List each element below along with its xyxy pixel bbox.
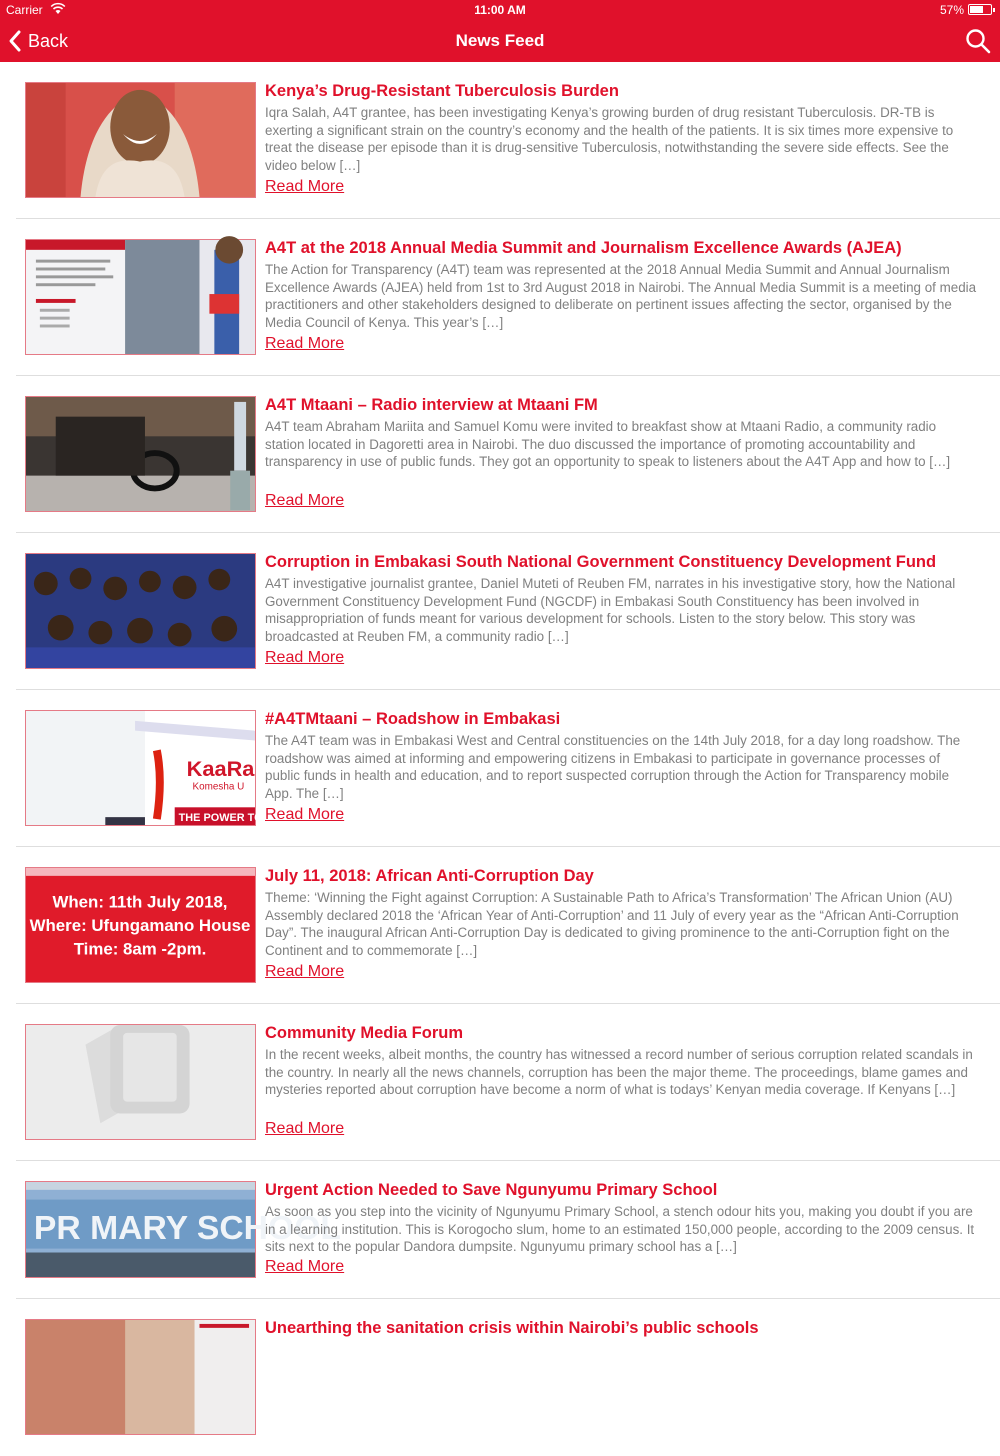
news-title[interactable]: Unearthing the sanitation crisis within Nairobi’s public schools [265,1319,759,1337]
news-item[interactable] [0,1299,1000,1456]
news-item[interactable] [0,847,1000,1004]
sanitation-photo [26,1320,255,1434]
news-thumbnail[interactable] [25,553,256,669]
read-more-link[interactable]: Read More [265,492,345,509]
news-title[interactable]: July 11, 2018: African Anti-Corruption Day [265,867,594,885]
news-title[interactable]: A4T at the 2018 Annual Media Summit and Journalism Excellence Awards (AJEA) [265,239,902,257]
news-thumbnail[interactable] [25,82,256,198]
news-thumbnail[interactable] [25,867,256,983]
school-sign-text: PR MARY SCHOOL [33,1209,342,1247]
page-title: News Feed [455,31,545,50]
news-thumbnail[interactable] [25,396,256,512]
status-bar [0,0,1000,20]
news-excerpt: A4T team Abraham Mariita and Samuel Komu were invited to breakfast show at Mtaani Radio, a community radio station located in Dagoretti area in Nairobi. The duo discussed the importance of promoting accountability and transparency in use of public funds. They got an opportunity to speak to listeners about the A4T App and how to […] [265,419,951,470]
carrier-label: Carrier [6,3,43,17]
news-item[interactable] [0,219,1000,376]
back-label: Back [28,30,69,51]
top-bar [0,0,1000,62]
news-excerpt: The A4T team was in Embakasi West and Central constituencies on the 14th July 2018, for a day long roadshow. The roadshow was aimed at informing and empowering citizens in Embakasi to participate in governance processes of public funds in health and education, and to report suspected corruption through the Action for Transparency mobile App. The […] [265,733,961,801]
news-item[interactable] [0,690,1000,847]
news-thumbnail[interactable] [25,710,263,826]
search-icon[interactable] [964,27,992,55]
news-excerpt: Theme: ‘Winning the Fight against Corruption: A Sustainable Path to Africa’s Transformation’ The African Union (AU) Assembly declared 2018 the ‘African Year of Anti-Corruption’ and 11 July of every year as the “African Anti-Corruption Day”. The inaugural African Anti-Corruption Day is dedicated to giving prominence to the anti-Corruption fight on the Continent and to commemorate […] [265,890,959,958]
news-title[interactable]: #A4TMtaani – Roadshow in Embakasi [265,710,561,728]
news-title[interactable]: Urgent Action Needed to Save Ngunyumu Primary School [265,1181,718,1199]
poster-when-text: When: 11th July 2018, [52,892,228,912]
battery-icon [968,4,992,15]
news-excerpt: As soon as you step into the vicinity of Ngunyumu Primary School, a stench odour hits you, making you doubt if you are in a learning institution. This is Korogocho slum, home to an estimated 150,000 people, according to the 2009 census. It sits next to the popular Dandora dumpsite. Ngunyumu primary school has a […] [265,1204,975,1255]
news-title[interactable]: Kenya’s Drug-Resistant Tuberculosis Burden [265,82,619,100]
battery-percent: 57% [939,3,964,17]
news-item[interactable] [0,1004,1000,1161]
news-excerpt: In the recent weeks, albeit months, the country has witnessed a record number of serious corruption related scandals in the country. In nearly all the news channels, corruption has been the major theme. The proceedings, blame games and mysteries reported about corruption have become a norm of what is todays’ Kenyan media coverage. If Kenyans […] [265,1047,973,1098]
news-item[interactable] [0,376,1000,533]
students-crowd-photo [26,554,255,668]
news-excerpt: Iqra Salah, A4T grantee, has been investigating Kenya’s growing burden of drug resistant Tuberculosis. DR-TB is exerting a significant strain on the country’s economy and the health of the patients. It is six times more expensive to treat the disease per episode than it is drug-sensitive Tuberculosis, notwithstanding the severe side effects. See the video below […] [265,105,954,173]
news-feed-list[interactable] [0,62,1000,1337]
news-thumbnail[interactable] [25,1319,256,1435]
news-thumbnail[interactable] [25,239,256,355]
news-title[interactable]: Corruption in Embakasi South National Government Constituency Development Fund [265,553,937,571]
event-poster [26,868,255,982]
status-time: 11:00 AM [474,3,526,17]
placeholder-phone-image [26,1025,255,1139]
news-item[interactable] [0,533,1000,690]
read-more-link[interactable]: Read More [265,1120,345,1137]
read-more-link[interactable]: Read More [265,1258,345,1275]
news-item[interactable] [0,1161,1000,1299]
news-excerpt: A4T investigative journalist grantee, Daniel Muteti of Reuben FM, narrates in his investigative story, how the National Government Constituency Development Fund (NGCDF) in Embakasi South Constituency has been involved in misappropriation of funds meant for various development for schools. Listen to the story below. This story was broadcasted at Reuben FM, a community radio […] [265,576,956,644]
banner-stand-photo [26,240,255,354]
read-more-link[interactable]: Read More [265,649,345,666]
read-more-link[interactable]: Read More [265,963,345,980]
roadshow-slogan-text: Komesha U [192,781,245,793]
read-more-link[interactable]: Read More [265,806,345,823]
news-title[interactable]: Community Media Forum [265,1024,464,1042]
radio-studio-photo [26,397,255,511]
news-item[interactable] [0,62,1000,219]
woman-headscarf-photo [26,83,255,197]
poster-time-text: Time: 8am -2pm. [73,939,207,959]
read-more-link[interactable]: Read More [265,178,345,195]
news-excerpt: The Action for Transparency (A4T) team was represented at the 2018 Annual Media Summit and Annual Journalism Excellence Awards (AJEA) held from 1st to 3rd August 2018 in Nairobi. The Annual Media Summit is a meeting of media practitioners and other stakeholders designed to deliberate on pertinent issues affecting the sector, organised by the Media Council of Kenya. This year’s […] [265,262,977,330]
roadshow-tagline-text: THE POWER TO [178,812,263,825]
news-thumbnail[interactable] [25,1024,256,1140]
roadshow-brand-text: KaaRa [186,755,255,781]
news-title[interactable]: A4T Mtaani – Radio interview at Mtaani FM [265,396,598,414]
roadshow-truck-photo [26,711,263,825]
poster-where-text: Where: Ufungamano House [29,915,251,935]
read-more-link[interactable]: Read More [265,335,345,352]
navigation-bar [0,20,1000,62]
